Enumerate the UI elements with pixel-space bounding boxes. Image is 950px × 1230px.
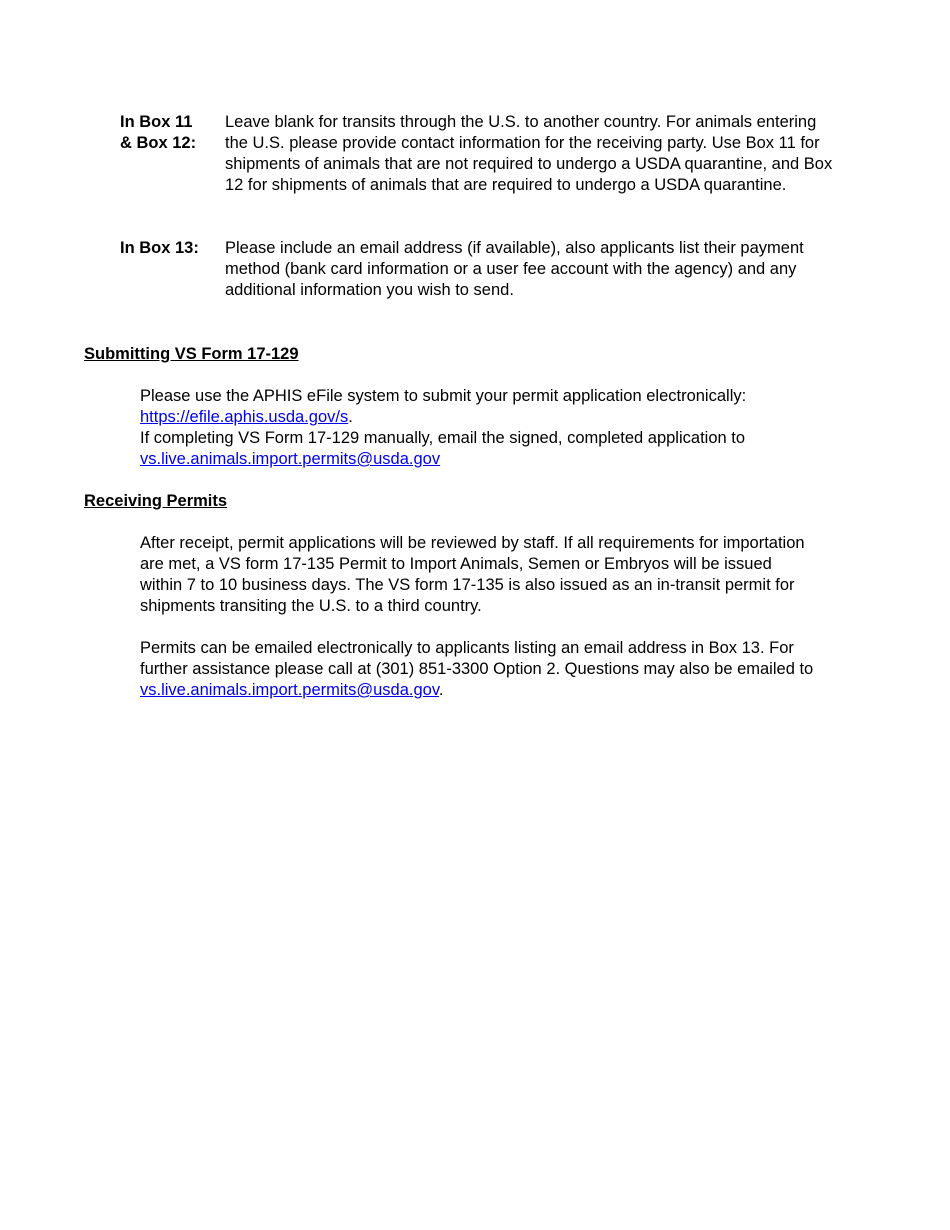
receiving-paragraph-2: [140, 638, 850, 701]
box-label-line2: & Box 12:: [120, 134, 197, 152]
submitting-paragraph: [140, 386, 850, 470]
efile-line: [140, 407, 850, 428]
submitting-heading: Submitting VS Form 17-129: [84, 345, 299, 363]
receiving-p2-line: Permits can be emailed electronically to applicants listing an email address in Box 13. For: [140, 639, 794, 657]
efile-suffix: .: [348, 408, 353, 426]
receiving-email-line: [140, 680, 850, 701]
box-11-12-text: Leave blank for transits through the U.S. to another country. For animals entering the U.S. please provide contact information for the receiving party. Use Box 11 for shipments of animals that are not required to undergo a USDA quarantine, and Box 12 for shipments of animals that are required to undergo a USDA quarantine.: [225, 113, 833, 194]
receiving-email-suffix: .: [438, 681, 444, 699]
receiving-p1-line: shipments transiting the U.S. to a third country.: [140, 597, 482, 615]
box-13-label: In Box 13:: [120, 239, 199, 257]
box-11-12-label: [120, 112, 196, 154]
submit-email-link[interactable]: vs.live.animals.import.permits@usda.gov: [140, 450, 441, 468]
receiving-p1-line: After receipt, permit applications will be reviewed by staff. If all requirements for importation: [140, 534, 805, 552]
box-13-text: Please include an email address (if available), also applicants list their payment method (bank card information or a user fee account with the agency) and any additional information you wish to send.: [225, 239, 804, 299]
receiving-paragraph-1: [140, 533, 850, 617]
receiving-heading: Receiving Permits: [84, 492, 228, 510]
submitting-intro: Please use the APHIS eFile system to submit your permit application electronically:: [140, 387, 747, 405]
manual-text: If completing VS Form 17-129 manually, email the signed, completed application to: [140, 429, 746, 447]
email-line: [140, 449, 850, 470]
receiving-p1-line: are met, a VS form 17-135 Permit to Import Animals, Semen or Embryos will be issued: [140, 555, 772, 573]
box-label-line1: In Box 11: [120, 113, 193, 131]
receiving-p2-line: further assistance please call at (301) 851-3300 Option 2. Questions may also be emailed to: [140, 660, 814, 678]
receiving-email-link[interactable]: vs.live.animals.import.permits@usda.gov: [140, 681, 439, 699]
efile-link[interactable]: https://efile.aphis.usda.gov/s: [140, 408, 349, 426]
receiving-p1-line: within 7 to 10 business days. The VS form 17-135 is also issued as an in-transit permit for: [140, 576, 795, 594]
